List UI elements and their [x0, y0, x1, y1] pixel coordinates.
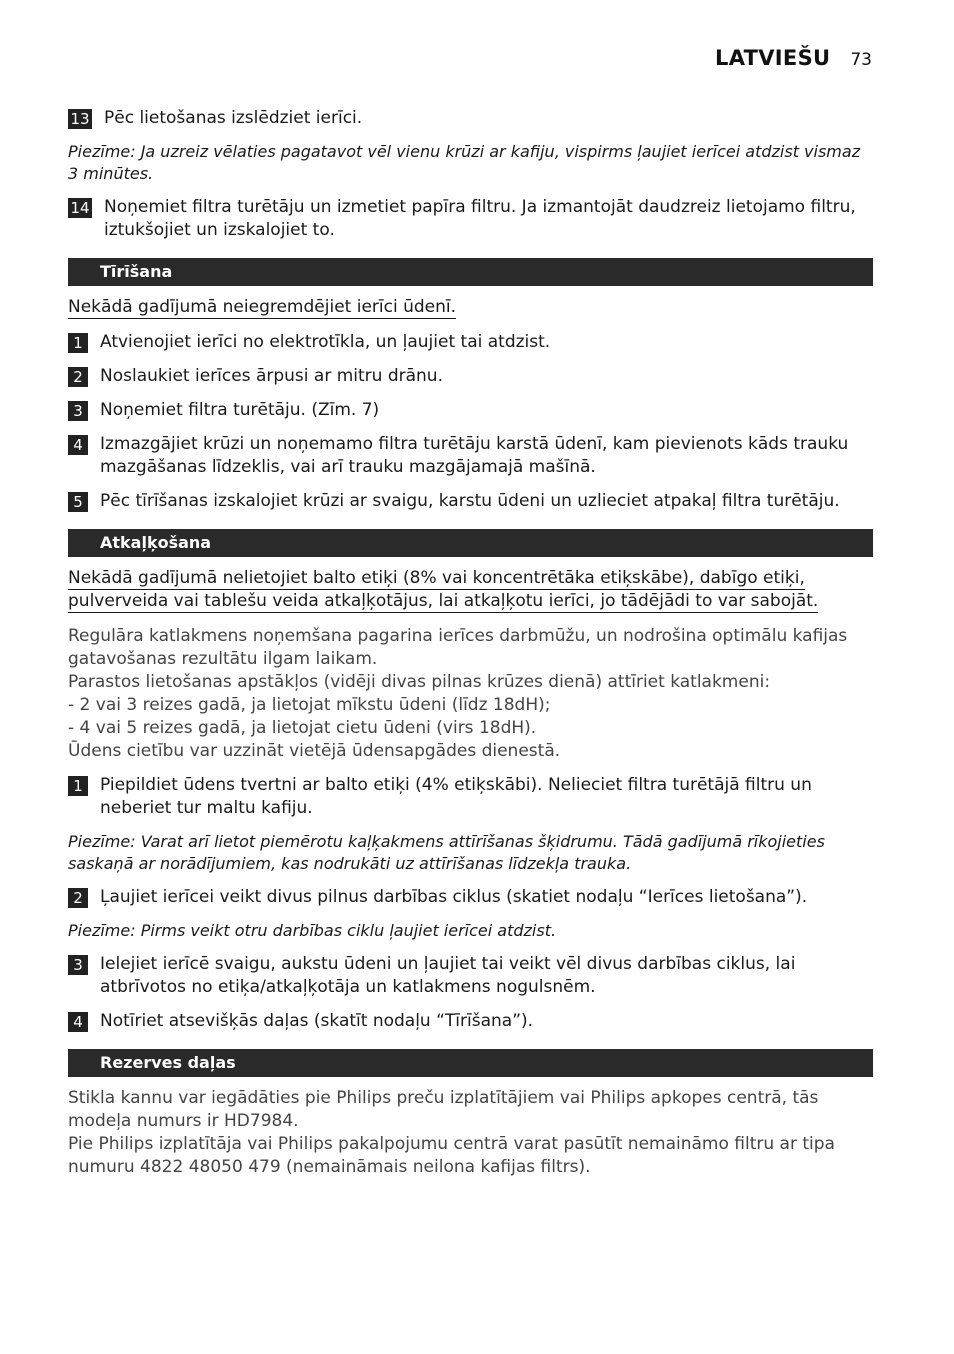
step-text: Noņemiet filtra turētāju. (Zīm. 7): [100, 400, 380, 420]
step-number: 3: [68, 401, 88, 421]
page-number: 73: [850, 50, 872, 70]
cleaning-step-2: [68, 365, 873, 388]
step-text: Ļaujiet ierīcei veikt divus pilnus darbības ciklus (skatiet nodaļu “Ierīces lietošana”).: [100, 887, 808, 907]
step-text: Atvienojiet ierīci no elektrotīkla, un ļaujiet tai atdzist.: [100, 332, 551, 352]
step-text: Notīriet atsevišķās daļas (skatīt nodaļu “Tīrīšana”).: [100, 1011, 534, 1031]
note: Piezīme: Pirms veikt otru darbības ciklu ļaujiet ierīcei atdzist.: [68, 921, 557, 940]
step-text: Izmazgājiet krūzi un noņemamo filtra turētāju karstā ūdenī, kam pievienots kāds trauku mazgāšanas līdzeklis, vai arī trauku mazgājamajā mašīnā.: [100, 434, 849, 477]
step-number: 1: [68, 776, 88, 796]
step-text: Pēc tīrīšanas izskalojiet krūzi ar svaigu, karstu ūdeni un uzlieciet atpakaļ filtra turētāju.: [100, 491, 840, 511]
descaling-paragraph: Regulāra katlakmens noņemšana pagarina ierīces darbmūžu, un nodrošina optimālu kafijas gatavošanas rezultātu ilgam laikam. Parastos lietošanas apstākļos (vidēji divas pilnas krūzes dienā) attīriet katlakmeni: - 2 vai 3 reizes gadā, ja lietojat mīkstu ūdeni (līdz 18dH); - 4 vai 5 reizes gadā, ja lietojat cietu ūdeni (virs 18dH). Ūdens cietību var uzzināt vietējā ūdensapgādes dienestā.: [68, 626, 848, 761]
step-text: Noslaukiet ierīces ārpusi ar mitru drānu.: [100, 366, 443, 386]
step-number: 13: [68, 109, 92, 129]
cleaning-step-1: [68, 331, 873, 354]
step-number: 3: [68, 955, 88, 975]
note: Piezīme: Ja uzreiz vēlaties pagatavot vēl vienu krūzi ar kafiju, vispirms ļaujiet ierīcei atdzist vismaz 3 minūtes.: [68, 142, 861, 183]
page-header: [715, 46, 872, 70]
section-heading-cleaning: Tīrīšana: [68, 258, 873, 286]
step-number: 2: [68, 367, 88, 387]
warning-text: Nekādā gadījumā nelietojiet balto etiķi (8% vai koncentrētāka etiķskābe), dabīgo etiķi, pulverveida vai tablešu veida atkaļķotājus, lai atkaļķotu ierīci, jo tādējādi to var sabojāt.: [68, 568, 819, 611]
step-number: 1: [68, 333, 88, 353]
cleaning-step-3: [68, 399, 873, 422]
step-text: Ielejiet ierīcē svaigu, aukstu ūdeni un ļaujiet tai veikt vēl divus darbības ciklus, lai atbrīvotos no etiķa/atkaļķotāja un katlakmens nogulsnēm.: [100, 954, 796, 997]
cleaning-step-4: [68, 433, 873, 479]
descaling-step-3: [68, 953, 873, 999]
step-text: Piepildiet ūdens tvertni ar balto etiķi (4% etiķskābi). Nelieciet filtra turētājā filtru un neberiet tur maltu kafiju.: [100, 775, 812, 818]
warning-cleaning: [68, 296, 873, 319]
step-13: [68, 107, 873, 130]
step-text: Noņemiet filtra turētāju un izmetiet papīra filtru. Ja izmantojāt daudzreiz lietojamo filtru, iztukšojiet un izskalojiet to.: [104, 197, 856, 240]
cleaning-step-5: [68, 490, 873, 513]
descaling-step-1: [68, 774, 873, 820]
step-number: 14: [68, 198, 92, 218]
descaling-step-2: [68, 886, 873, 909]
step-number: 5: [68, 492, 88, 512]
language-label: LATVIEŠU: [715, 46, 831, 70]
step-14: [68, 196, 873, 242]
step-number: 4: [68, 435, 88, 455]
step-number: 4: [68, 1012, 88, 1032]
descaling-step-4: [68, 1010, 873, 1033]
step-number: 2: [68, 888, 88, 908]
warning-text: Nekādā gadījumā neiegremdējiet ierīci ūdenī.: [68, 297, 457, 317]
section-heading-spare-parts: Rezerves daļas: [68, 1049, 873, 1077]
spare-parts-paragraph: Stikla kannu var iegādāties pie Philips preču izplatītājiem vai Philips apkopes centrā, tās modeļa numurs ir HD7984. Pie Philips izplatītāja vai Philips pakalpojumu centrā varat pasūtīt nemaināmo filtru ar tipa numuru 4822 48050 479 (nemaināmais neilona kafijas filtrs).: [68, 1088, 835, 1177]
step-text: Pēc lietošanas izslēdziet ierīci.: [104, 108, 363, 128]
warning-descaling: [68, 567, 873, 613]
note: Piezīme: Varat arī lietot piemērotu kaļķakmens attīrīšanas šķidrumu. Tādā gadījumā rīkojieties saskaņā ar norādījumiem, kas nodrukāti uz attīrīšanas līdzekļa trauka.: [68, 832, 825, 873]
document-body: [68, 107, 873, 1190]
section-heading-descaling: Atkaļķošana: [68, 529, 873, 557]
